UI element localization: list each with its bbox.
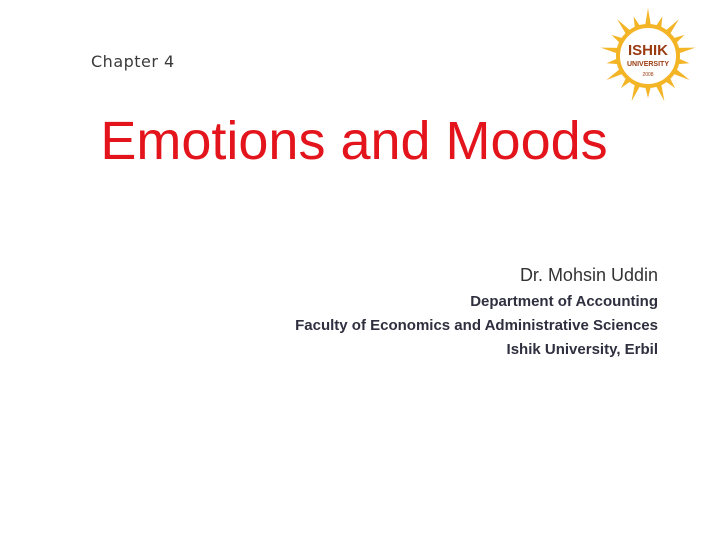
sun-logo-icon	[598, 6, 698, 102]
chapter-label: Chapter 4	[91, 52, 175, 71]
author-name: Dr. Mohsin Uddin	[519, 265, 658, 285]
logo-name: ISHIK	[627, 42, 669, 59]
slide-title: Emotions and Moods	[100, 111, 608, 171]
affiliation-university: Ishik University, Erbil	[506, 341, 658, 358]
university-logo	[598, 6, 698, 102]
logo-year: 2008	[642, 72, 654, 78]
sun-ray	[645, 8, 651, 25]
sun-ray	[678, 48, 695, 54]
affiliation-department: Department of Accounting	[470, 293, 658, 310]
sun-ray	[645, 87, 651, 98]
logo-subtitle: UNIVERSITY	[626, 61, 670, 68]
affiliation-faculty: Faculty of Economics and Administrative Sciences	[295, 317, 658, 334]
sun-ray	[601, 48, 618, 54]
